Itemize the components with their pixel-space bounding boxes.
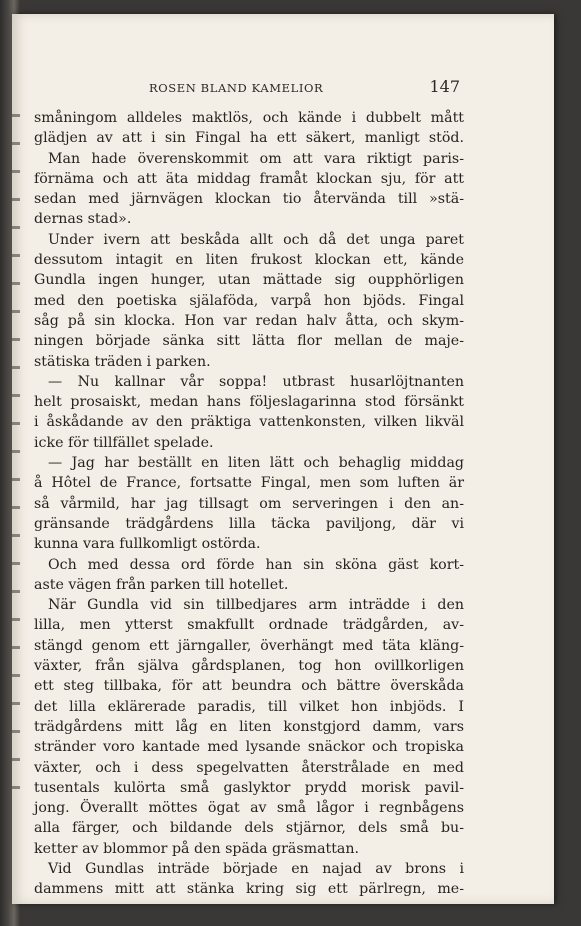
binding-gutter [12,114,20,814]
text-line: dammens mitt att stänka kring sig ett pärlregn, me- [34,881,464,898]
text-line: aste vägen från parken till hotellet. [34,576,289,593]
text-line: såg på sin klocka. Hon var redan halv åtta, och skym- [34,312,464,329]
text-line: med den poetiska själaföda, varpå hon bjöds. Fingal [34,292,464,309]
text-line: alla färger, och bildande dels stjärnor, dels små bu- [34,820,464,837]
text-line: i åskådande av den präktiga vattenkonsten, vilken likväl [34,414,464,431]
text-line: — Nu kallnar vår soppa! utbrast husarlöjtnanten [48,373,464,390]
running-title: ROSEN BLAND KAMELIOR [149,81,324,95]
text-line: gränsande trädgårdens lilla täcka paviljong, där vi [34,515,464,532]
text-line: stängd genom ett järngaller, överhängt med täta kläng- [34,637,464,654]
text-line: När Gundla vid sin tillbedjares arm inträdde i den [48,597,464,614]
text-line: glädjen av att i sin Fingal ha ett säkert, manligt stöd. [34,130,464,147]
book-page [12,14,554,904]
text-line: dernas stad». [34,211,132,228]
text-line: Man hade överenskommit om att vara riktigt paris- [48,150,464,167]
text-line: småningom alldeles maktlös, och kände i dubbelt mått [34,110,464,126]
text-line: trädgårdens mitt låg en liten konstgjord damm, vars [34,718,464,735]
text-line: dessutom intagit en liten frukost klockan ett, kände [34,252,464,269]
text-line: stränder voro kantade med lysande snäckor och tropiska [34,739,464,756]
text-line: tusentals kulörta små gaslyktor prydd morisk pavil- [34,779,464,796]
text-line: lilla, men ytterst smakfullt ordnade trädgården, av- [34,617,464,634]
text-line: ningen började sänka sitt lätta flor mellan de maje- [34,333,464,350]
text-line: Och med dessa ord förde han sin sköna gäst kort- [48,556,464,573]
text-line: å Hôtel de France, fortsatte Fingal, men som luften är [34,475,464,492]
text-line: sedan med järnvägen klockan tio återvända till »stä- [34,191,464,208]
text-line: växter, och i dess spegelvatten återstrålade en med [34,759,464,776]
text-line: jong. Överallt möttes ögat av små lågor i regnbågens [34,800,464,817]
page-number: 147 [429,77,460,96]
text-line: kunna vara fullkomligt ostörda. [34,536,261,553]
text-line: icke för tillfället spelade. [34,434,214,451]
text-line: förnäma och att äta middag framåt klockan sju, för att [34,170,464,187]
text-line: helt prosaiskt, medan hans följeslagarinna stod försänkt [34,394,464,411]
running-header [124,77,460,97]
text-line: så vårmild, har jag tillsagt om serveringen i den an- [34,495,464,512]
text-line: stätiska träden i parken. [34,353,211,370]
text-line: ett steg tillbaka, för att beundra och bättre överskåda [34,678,464,695]
text-line: växter, från själva gårdsplanen, tog hon ovillkorligen [34,658,464,675]
text-line: Gundla ingen hunger, utan mättade sig oupphörligen [34,272,464,289]
text-line: det lilla eklärerade paradis, till vilket hon inbjöds. I [34,698,464,715]
text-line: Under ivern att beskåda allt och då det unga paret [48,231,464,248]
text-line: ketter av blommor på den späda gräsmattan. [34,840,360,857]
text-line: — Jag har beställt en liten lätt och behaglig middag [48,455,464,472]
text-line: Vid Gundlas inträde började en najad av brons i [48,860,464,877]
body-text [34,108,464,900]
